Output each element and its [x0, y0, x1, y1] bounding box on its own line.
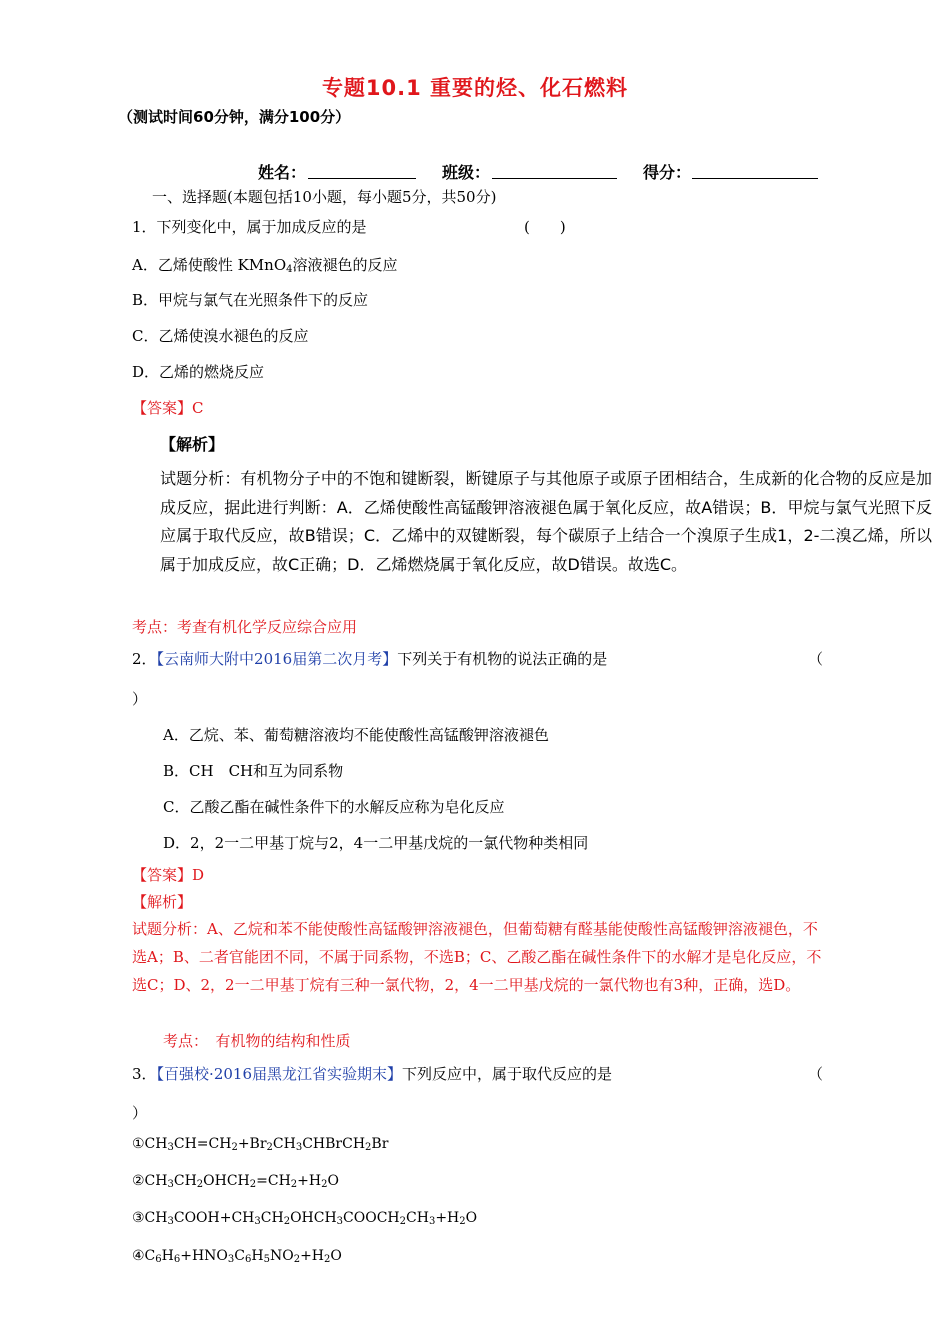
q3-reaction-1: $①CH_3CH=CH_2+Br_2CH_3CHBrCH_2Br$ — [132, 1136, 389, 1153]
q2-paren-close: ） — [132, 690, 148, 708]
q2-option-b: B．CH CH和互为同系物 — [163, 762, 344, 780]
q1-option-a-text: A．乙烯使酸性 KMnO — [132, 256, 287, 274]
name-blank-line[interactable] — [308, 178, 416, 179]
score-label: 得分： — [643, 163, 692, 182]
q1-answer-blank: ( ) — [524, 218, 566, 236]
q1-analysis-label: 【解析】 — [160, 435, 225, 454]
q1-option-c: C．乙烯使溴水褪色的反应 — [132, 327, 309, 345]
q1-answer: 【答案】C — [132, 399, 204, 417]
q3-paren-close: ） — [132, 1104, 148, 1122]
name-label: 姓名： — [258, 163, 307, 182]
q2-stem-line — [132, 648, 607, 669]
q3-reaction-2: $②CH_3CH_2OHCH_2=CH_2+H_2O$ — [132, 1173, 339, 1190]
q3-paren-open: （ — [808, 1065, 824, 1083]
q2-analysis-label: 【解析】 — [132, 893, 193, 911]
q2-source: 【云南师大附中2016届第二次月考】 — [156, 650, 398, 668]
q1-option-b: B．甲烷与氯气在光照条件下的反应 — [132, 291, 369, 309]
page-title: 专题10.1 重要的烃、化石燃料 — [321, 76, 629, 100]
q2-option-d: D．2，2一二甲基丁烷与2，4一二甲基戊烷的一氯代物种类相同 — [163, 834, 589, 852]
test-info-subtitle: （测试时间60分钟，满分100分） — [118, 108, 351, 126]
section-heading: 一、选择题(本题包括10小题，每小题5分，共50分) — [152, 188, 497, 206]
q1-option-d: D．乙烯的燃烧反应 — [132, 363, 265, 381]
class-label: 班级： — [442, 163, 491, 182]
q2-stem: 下列关于有机物的说法正确的是 — [397, 650, 608, 668]
q1-kaodian: 考点：考查有机化学反应综合应用 — [132, 618, 358, 636]
q3-number: 3． — [132, 1065, 157, 1083]
q1-stem: 1．下列变化中，属于加成反应的是 — [132, 218, 367, 236]
q1-option-a — [132, 254, 398, 275]
q1-option-a-subscript: 4 — [286, 264, 293, 275]
q2-analysis-text: 试题分析：A、乙烷和苯不能使酸性高锰酸钾溶液褪色，但葡萄糖有醛基能使酸性高锰酸钾溶液褪色，不选A；B、二者官能团不同，不属于同系物，不选B；C、乙酸乙酯在碱性条件下的水解才是皂化反应，不选C；D、2，2一二甲基丁烷有三种一氯代物，2，4一二甲基戊烷的一氯代物也有3种，正确，选D。 — [132, 920, 822, 994]
q3-reaction-4: $④C_6H_6+HNO_3C_6H_5NO_2+H_2O$ — [132, 1248, 342, 1265]
q3-reaction-3: $③CH_3COOH+CH_3CH_2OHCH_3COOCH_2CH_3+H_2O$ — [132, 1210, 478, 1227]
q3-stem-line — [132, 1063, 612, 1084]
q1-analysis-text: 试题分析：有机物分子中的不饱和键断裂，断键原子与其他原子或原子团相结合，生成新的化合物的反应是加成反应，据此进行判断：A．乙烯使酸性高锰酸钾溶液褪色属于氧化反应，故A错误；B．甲烷与氯气光照下反应属于取代反应，故B错误；C．乙烯中的双键断裂，每个碳原子上结合一个溴原子生成1，2-二溴乙烯，所以属于加成反应，故C正确；D．乙烯燃烧属于氧化反应，故D错误。故选C。 — [160, 469, 932, 574]
q2-option-a: A．乙烷、苯、葡萄糖溶液均不能使酸性高锰酸钾溶液褪色 — [163, 726, 549, 744]
q2-number: 2． — [132, 650, 157, 668]
score-blank-line[interactable] — [692, 178, 818, 179]
q2-kaodian: 考点： 有机物的结构和性质 — [163, 1032, 351, 1050]
q3-source: 【百强校·2016届黑龙江省实验期末】 — [156, 1065, 402, 1083]
q2-answer: 【答案】D — [132, 866, 205, 884]
q1-option-a-text-end: 溶液褪色的反应 — [292, 256, 398, 274]
q2-paren-open: （ — [808, 650, 824, 668]
q3-stem: 下列反应中，属于取代反应的是 — [402, 1065, 613, 1083]
q2-option-c: C．乙酸乙酯在碱性条件下的水解反应称为皂化反应 — [163, 798, 505, 816]
class-blank-line[interactable] — [492, 178, 617, 179]
